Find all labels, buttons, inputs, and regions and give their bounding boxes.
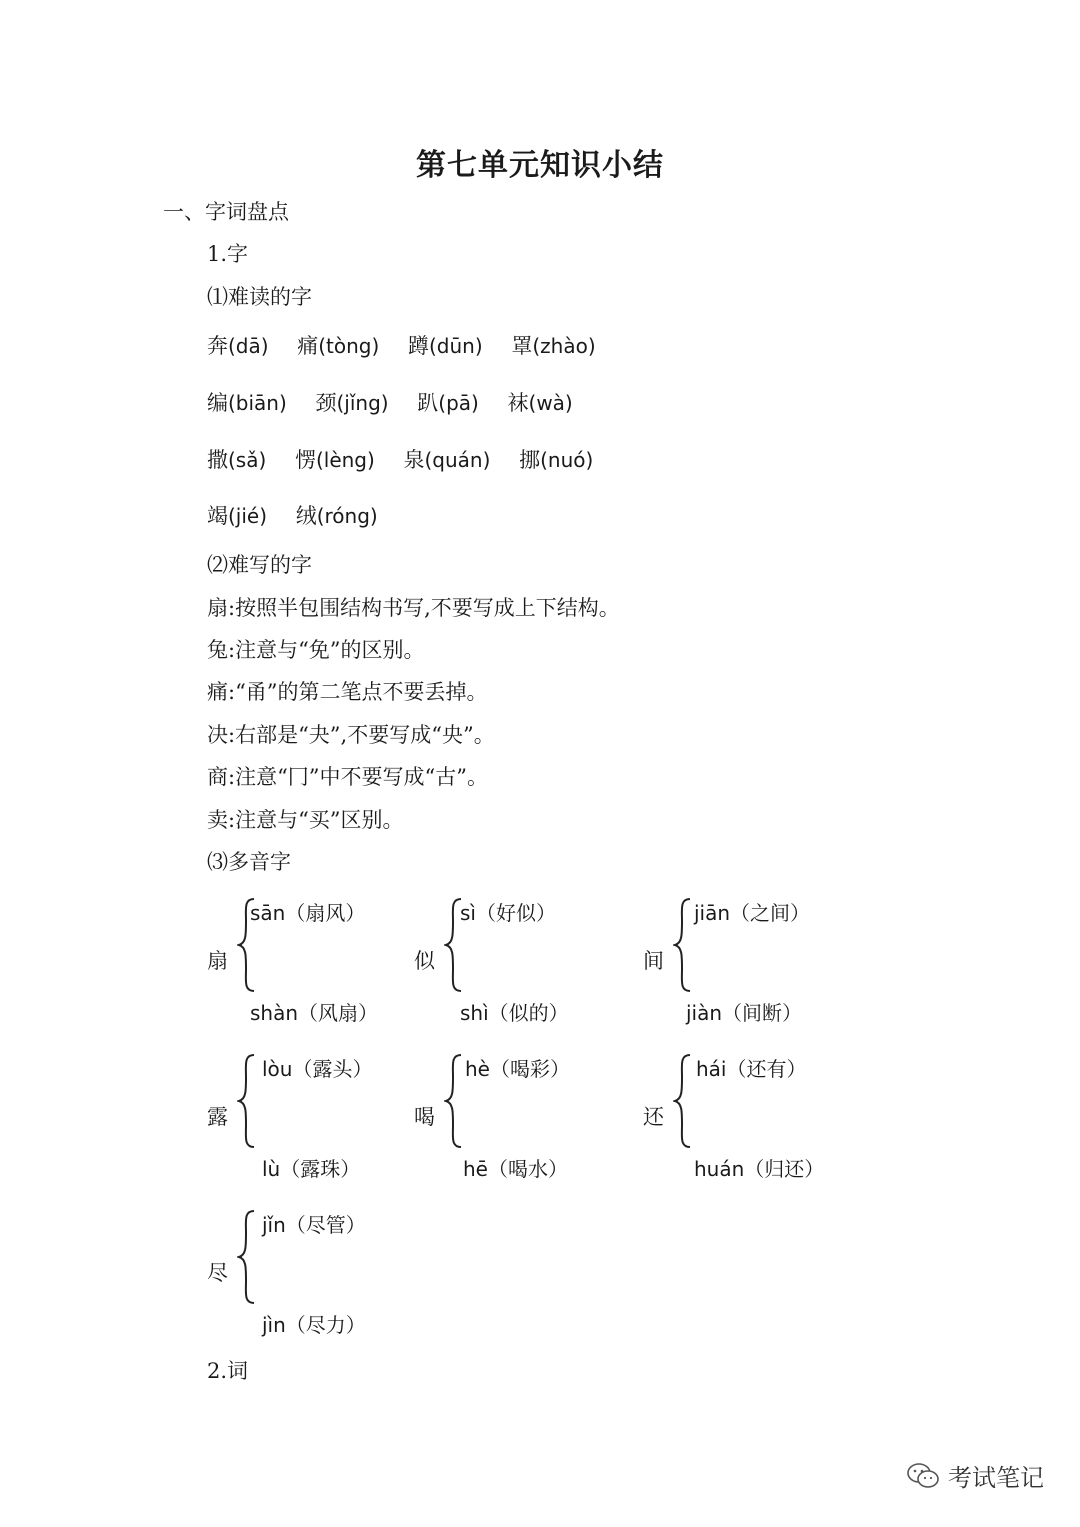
- example-word: （尽力）: [285, 1313, 366, 1337]
- reading-pinyin: (dā): [228, 334, 269, 358]
- reading-char: 绒: [295, 504, 317, 528]
- reading-char: 竭: [207, 504, 228, 528]
- pinyin: lù: [262, 1157, 281, 1181]
- pinyin: sān: [250, 901, 286, 925]
- example-word: （扇风）: [285, 901, 366, 925]
- reading-pinyin: (jǐng): [336, 391, 389, 415]
- polyphone-char: 似: [414, 949, 435, 973]
- pinyin: hè: [465, 1057, 490, 1081]
- polyphone-group: [643, 1053, 843, 1193]
- polyphone-char: 间: [643, 949, 664, 973]
- reading-char: 奔: [207, 334, 228, 358]
- reading-char: 挪: [519, 448, 541, 472]
- polyphone-char: 还: [643, 1105, 664, 1129]
- example-word: （风扇）: [298, 1001, 379, 1025]
- pinyin: jiān: [694, 901, 731, 925]
- example-word: （露珠）: [280, 1157, 361, 1181]
- page-title: 第七单元知识小结: [416, 148, 664, 183]
- polyphone-group: [414, 1053, 614, 1193]
- subheading-polyphones: ⑶多音字: [207, 850, 291, 874]
- reading-char: 愣: [294, 448, 316, 472]
- polyphone-group: [643, 897, 843, 1037]
- writing-note: 兔:注意与“免”的区别。: [207, 638, 425, 662]
- reading-pinyin: (quán): [424, 448, 491, 472]
- reading-char: 颈: [315, 391, 337, 415]
- reading-char: 撒: [207, 448, 228, 472]
- subheading-characters: 1.字: [207, 242, 249, 266]
- brace-icon: [237, 1053, 257, 1149]
- reading-pinyin: (zhào): [532, 334, 596, 358]
- pinyin: hái: [696, 1057, 727, 1081]
- example-word: （间断）: [722, 1001, 803, 1025]
- example-word: （之间）: [730, 901, 811, 925]
- reading-pinyin: (jié): [228, 504, 268, 528]
- reading-char: 趴: [417, 391, 439, 415]
- pinyin: shàn: [250, 1001, 299, 1025]
- reading-pinyin: (biān): [228, 391, 287, 415]
- example-word: （喝彩）: [489, 1057, 570, 1081]
- brace-icon: [444, 1053, 464, 1149]
- reading-pinyin: (wà): [528, 391, 573, 415]
- subheading-words: 2.词: [207, 1359, 249, 1383]
- writing-note: 痛:“甬”的第二笔点不要丢掉。: [207, 680, 488, 704]
- polyphone-group: [207, 1209, 407, 1349]
- reading-pinyin: (lèng): [315, 448, 375, 472]
- polyphone-char: 喝: [414, 1105, 435, 1129]
- polyphone-group: [414, 897, 614, 1037]
- polyphone-group: [207, 897, 407, 1037]
- reading-line-3: [207, 444, 615, 474]
- pinyin: hē: [463, 1157, 488, 1181]
- writing-note: 卖:注意与“买”区别。: [207, 808, 404, 832]
- example-word: （似的）: [488, 1001, 569, 1025]
- section-heading: 一、字词盘点: [163, 200, 289, 224]
- example-word: （喝水）: [487, 1157, 568, 1181]
- example-word: （归还）: [744, 1157, 825, 1181]
- reading-pinyin: (tòng): [318, 334, 380, 358]
- reading-line-2: [207, 387, 595, 417]
- reading-pinyin: (róng): [316, 504, 378, 528]
- wechat-icon: [906, 1462, 940, 1490]
- writing-note: 决:右部是“夬”,不要写成“央”。: [207, 723, 495, 747]
- brace-icon: [237, 1209, 257, 1305]
- writing-note: 商:注意“冂”中不要写成“古”。: [207, 765, 489, 789]
- reading-line-1: [207, 330, 618, 360]
- pinyin: jìn: [262, 1313, 286, 1337]
- subheading-hard-to-read: ⑴难读的字: [207, 285, 312, 309]
- pinyin: sì: [460, 901, 476, 925]
- reading-char: 袜: [507, 391, 529, 415]
- writing-note: 扇:按照半包围结构书写,不要写成上下结构。: [207, 596, 620, 620]
- example-word: （尽管）: [285, 1213, 366, 1237]
- reading-char: 罩: [511, 334, 533, 358]
- reading-char: 痛: [297, 334, 319, 358]
- pinyin: jǐn: [262, 1213, 286, 1237]
- reading-pinyin: (dūn): [429, 334, 483, 358]
- pinyin: huán: [694, 1157, 745, 1181]
- reading-char: 蹲: [408, 334, 429, 358]
- watermark: [906, 1458, 1044, 1493]
- reading-line-4: [207, 500, 400, 530]
- brace-icon: [673, 1053, 693, 1149]
- polyphone-char: 露: [207, 1105, 228, 1129]
- polyphone-group: [207, 1053, 407, 1193]
- example-word: （还有）: [726, 1057, 807, 1081]
- reading-pinyin: (sǎ): [228, 448, 267, 472]
- pinyin: lòu: [262, 1057, 293, 1081]
- pinyin: jiàn: [686, 1001, 723, 1025]
- watermark-text: 考试笔记: [948, 1464, 1044, 1492]
- subheading-hard-to-write: ⑵难写的字: [207, 553, 312, 577]
- reading-pinyin: (pā): [438, 391, 479, 415]
- pinyin: shì: [460, 1001, 489, 1025]
- reading-char: 编: [207, 391, 228, 415]
- example-word: （露头）: [292, 1057, 373, 1081]
- reading-pinyin: (nuó): [540, 448, 594, 472]
- reading-char: 泉: [403, 448, 425, 472]
- example-word: （好似）: [475, 901, 556, 925]
- polyphone-char: 扇: [207, 949, 228, 973]
- polyphone-char: 尽: [207, 1261, 228, 1285]
- brace-icon: [673, 897, 693, 993]
